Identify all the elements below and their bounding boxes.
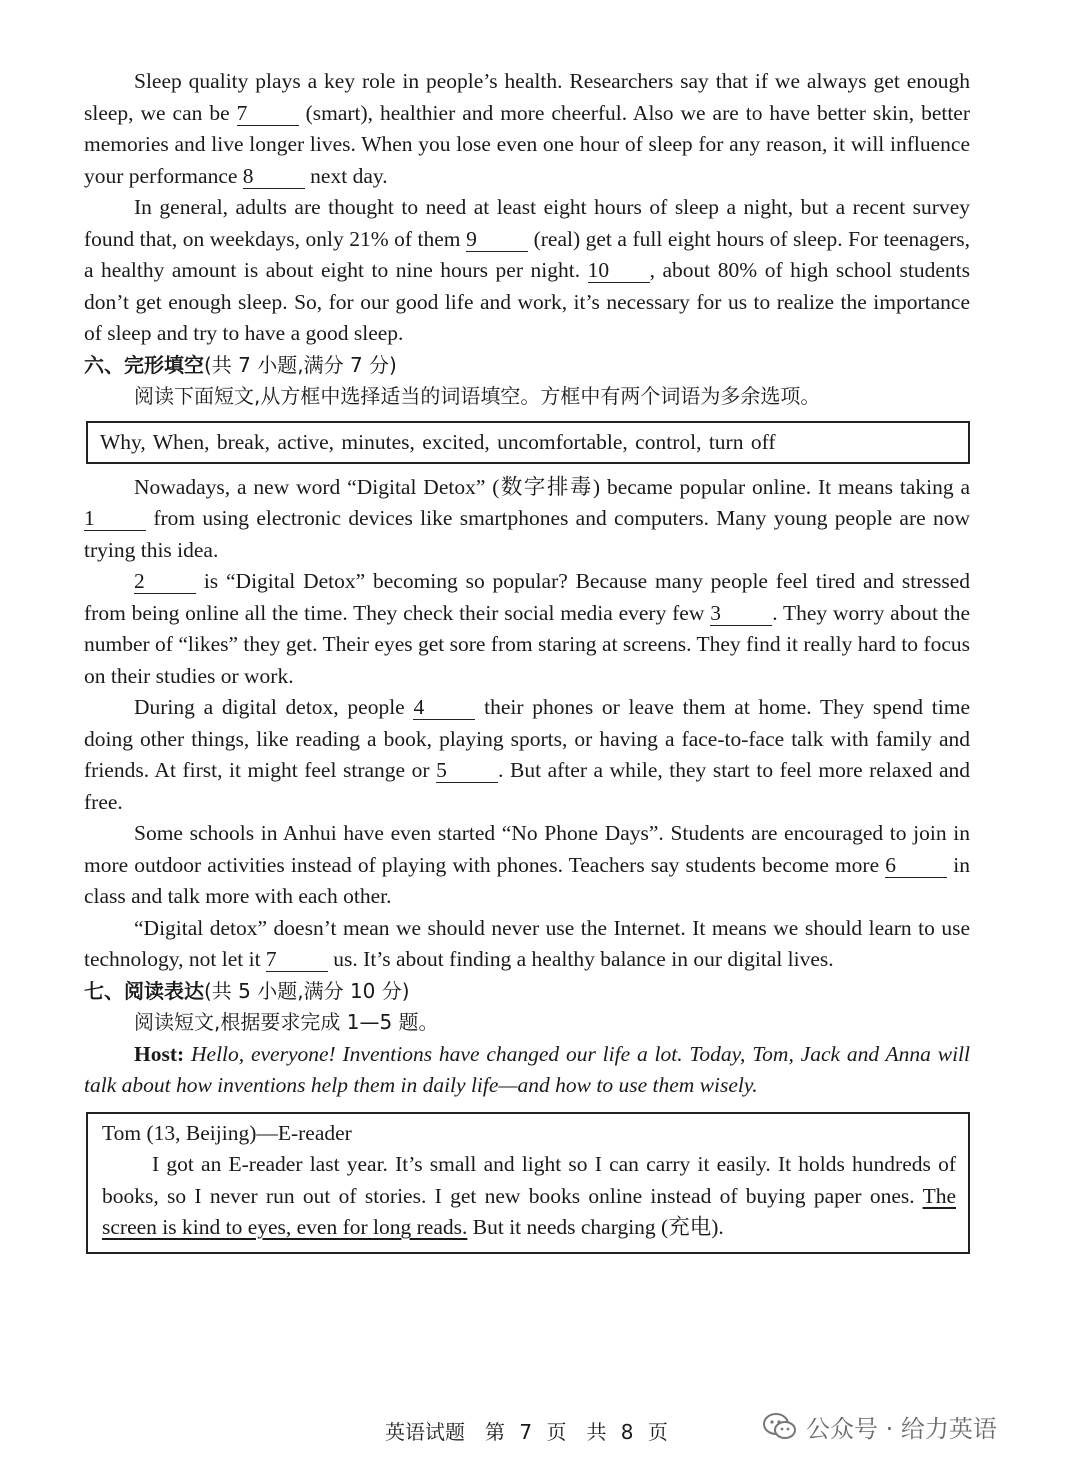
tom-underlined-sentence: The screen is kind to eyes, even for long reads. xyxy=(102,1183,956,1239)
cloze-paragraph-4: Some schools in Anhui have even started “No Phone Days”. Students are encouraged to join in more outdoor activities instead of playing with phones. Teachers say students become more 6 in class and talk more with each other. xyxy=(84,821,971,908)
exam-page xyxy=(84,66,970,1254)
cloze-paragraph-1: Nowadays, a new word “Digital Detox” (数字排毒) became popular online. It means taking a 1 from using electronic devices like smartphones and computers. Many young people are now trying this idea. xyxy=(84,474,971,562)
watermark-text: 公众号 · 给力英语 xyxy=(806,1415,997,1443)
cloze-blank-7[interactable]: 7 xyxy=(266,947,328,972)
blank-8[interactable]: 8 xyxy=(243,164,305,189)
cloze-paragraph-3: During a digital detox, people 4 their phones or leave them at home. They spend time doing other things, like reading a book, playing sports, or having a face-to-face talk with family and friends. At first, it might feel strange or 5 . But after a while, they start to feel more relaxed and free. xyxy=(84,695,970,814)
tom-title: Tom (13, Beijing)—E-reader xyxy=(102,1120,352,1145)
section7-heading: 七、阅读表达(共 5 小题,满分 10 分) xyxy=(84,978,410,1003)
cloze-blank-3[interactable]: 3 xyxy=(710,601,772,626)
host-label: Host: xyxy=(134,1041,185,1066)
cloze-blank-2[interactable]: 2 xyxy=(134,569,196,594)
host-intro xyxy=(84,1039,970,1102)
cloze-paragraph-2: 2 is “Digital Detox” becoming so popular? Because many people feel tired and stressed from being online all the time. They check their social media every few 3 . They worry about the number of “likes” they get. Their eyes get sore from staring at screens. They find it really hard to focus on their studies or work. xyxy=(84,569,970,688)
blank-9[interactable]: 9 xyxy=(466,227,528,252)
page-footer: 英语试题 第 7 页 共 8 页 xyxy=(385,1420,668,1444)
cloze-blank-6[interactable]: 6 xyxy=(885,853,947,878)
wechat-icon xyxy=(762,1412,798,1442)
word-choice-box: Why, When, break, active, minutes, excited, uncomfortable, control, turn off xyxy=(86,421,970,464)
cloze-blank-5[interactable]: 5 xyxy=(436,758,498,783)
cloze-paragraph-5: “Digital detox” doesn’t mean we should never use the Internet. It means we should learn to use technology, not let it 7 us. It’s about finding a healthy balance in our digital lives. xyxy=(84,915,970,971)
tom-text: I got an E-reader last year. It’s small and light so I can carry it easily. It holds hundreds of books, so I never run out of stories. I get new books online instead of buying paper ones. The screen is kind to eyes, even for long reads. But it needs charging (充电). xyxy=(102,1152,956,1239)
watermark xyxy=(762,1409,997,1444)
section7-instruction: 阅读短文,根据要求完成 1—5 题。 xyxy=(134,1010,439,1034)
blank-10[interactable]: 10 xyxy=(588,258,650,283)
section6-heading: 六、完形填空(共 7 小题,满分 7 分) xyxy=(84,352,397,377)
cloze-blank-4[interactable]: 4 xyxy=(413,695,475,720)
passage5-paragraph-2: In general, adults are thought to need at least eight hours of sleep a night, but a recent survey found that, on weekdays, only 21% of them 9 (real) get a full eight hours of sleep. For teenagers, a healthy amount is about eight to nine hours per night. 10 , about 80% of high school students don’t get enough sleep. So, for our good life and work, it’s necessary for us to realize the importance of sleep and try to have a good sleep. xyxy=(84,195,971,345)
blank-7[interactable]: 7 xyxy=(237,101,299,126)
tom-box xyxy=(86,1112,970,1254)
host-text: Hello, everyone! Inventions have changed our life a lot. Today, Tom, Jack and Anna will talk about how inventions help them in daily life—and how to use them wisely. xyxy=(84,1041,971,1097)
cloze-blank-1[interactable]: 1 xyxy=(84,506,146,531)
section6-instruction: 阅读下面短文,从方框中选择适当的词语填空。方框中有两个词语为多余选项。 xyxy=(134,384,821,408)
passage5-paragraph-1: Sleep quality plays a key role in people’s health. Researchers say that if we always get enough sleep, we can be 7 (smart), healthier and more cheerful. Also we are to have better skin, better memories and live longer lives. When you lose even one hour of sleep for any reason, it will influence your performance 8 next day. xyxy=(84,69,971,188)
